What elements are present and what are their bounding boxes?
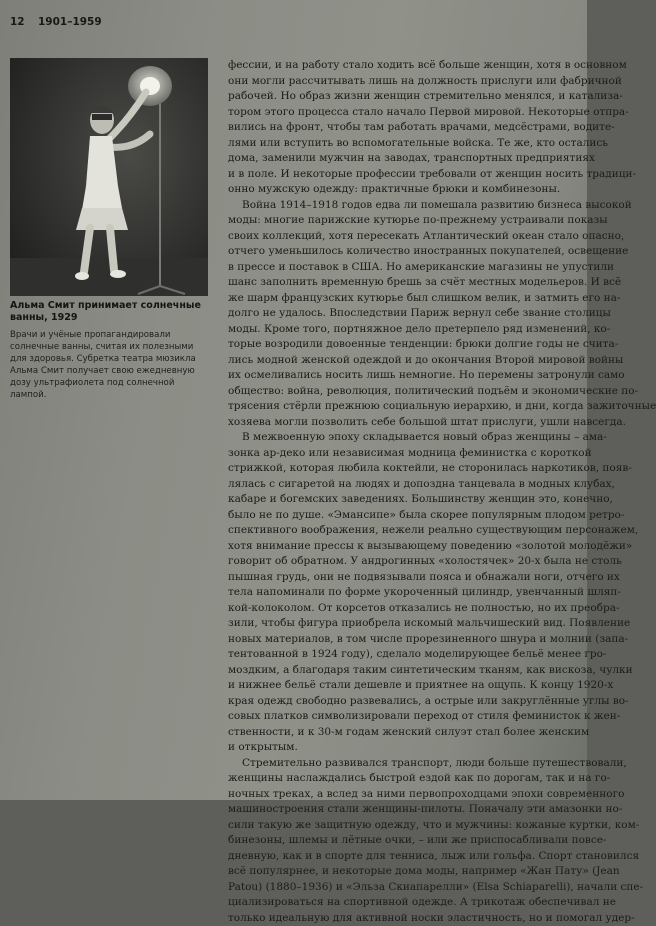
body-line: спективного воображения, нежели реально существующим персонажем,: [228, 523, 580, 539]
body-line: долго не удалось. Впоследствии Париж вернул себе звание столицы: [228, 306, 580, 322]
body-line: только идеальную для активной носки эластичность, но и помогал удер-: [228, 911, 580, 926]
body-line: дневную, как и в спорте для тенниса, лыж или гольфа. Спорт становился: [228, 849, 580, 865]
body-line: трясения стёрли прежнюю социальную иерархию, и дни, когда зажиточные: [228, 399, 580, 415]
body-line: же шарм французских кутюрье был слишком велик, и затмить его на-: [228, 291, 580, 307]
body-line: сили такую же защитную одежду, что и мужчины: кожаные куртки, ком-: [228, 818, 580, 834]
body-line: ночных треках, а вслед за ними первопроходцами эпохи современного: [228, 787, 580, 803]
body-line: тентованной в 1924 году), сделало моделирующее бельё менее гро-: [228, 647, 580, 663]
body-line: кой-колоколом. От корсетов отказались не полностью, но их преобра-: [228, 601, 580, 617]
body-line: отчего уменьшилось количество иностранных покупателей, освещение: [228, 244, 580, 260]
body-line: тором этого процесса стало начало Первой мировой. Некоторые отпра-: [228, 105, 580, 121]
body-line: дома, заменили мужчин на заводах, транспортных предприятиях: [228, 151, 580, 167]
body-line: края одежд свободно развевались, а острые или закруглённые углы во-: [228, 694, 580, 710]
body-line: моды: многие парижские кутюрье по-прежнему устраивали показы: [228, 213, 580, 229]
body-line: В межвоенную эпоху складывается новый образ женщины – ама-: [228, 430, 580, 446]
body-line: всё популярнее, и некоторые дома моды, например «Жан Пату» (Jean: [228, 864, 580, 880]
body-line: лись модной женской одеждой и до окончания Второй мировой войны: [228, 353, 580, 369]
body-line: циализироваться на спортивной одежде. А трикотаж обеспечивал не: [228, 895, 580, 911]
body-line: рабочей. Но образ жизни женщин стремительно менялся, и катализа-: [228, 89, 580, 105]
body-line: стрижкой, которая любила коктейли, не сторонилась наркотиков, появ-: [228, 461, 580, 477]
body-line: Стремительно развивался транспорт, люди больше путешествовали,: [228, 756, 580, 772]
figure-caption-title: Альма Смит принимает солнечные ванны, 1929: [10, 300, 210, 324]
body-line: в прессе и поставок в США. Но американские магазины не упустили: [228, 260, 580, 276]
body-line: бинезоны, шлемы и лётные очки, – или же приспосабливали повсе-: [228, 833, 580, 849]
body-line: женщины наслаждались быстрой ездой как по дорогам, так и на го-: [228, 771, 580, 787]
body-line: моды. Кроме того, портняжное дело претерпело ряд изменений, ко-: [228, 322, 580, 338]
photo-alma-smith-sunbathing: [10, 58, 208, 296]
body-line: хозяева могли позволить себе большой штат прислуги, ушли навсегда.: [228, 415, 580, 431]
body-line: кабаре и богемских заведениях. Большинству женщин это, конечно,: [228, 492, 580, 508]
body-line: ственности, и к 30-м годам женский силуэт стал более женским: [228, 725, 580, 741]
body-line: было не по душе. «Эмансипе» была скорее популярным плодом ретро-: [228, 508, 580, 524]
body-line: зонка ар-деко или независимая модница феминистка с короткой: [228, 446, 580, 462]
body-line: вились на фронт, чтобы там работать врачами, медсёстрами, водите-: [228, 120, 580, 136]
body-line: машиностроения стали женщины-пилоты. Поначалу эти амазонки но-: [228, 802, 580, 818]
body-line: их осмеливались носить лишь немногие. Но перемены затронули само: [228, 368, 580, 384]
body-line: совых платков символизировали переход от стиля феминисток к жен-: [228, 709, 580, 725]
running-head: [10, 16, 102, 28]
body-line: своих коллекций, хотя пересекать Атлантический океан стало опасно,: [228, 229, 580, 245]
body-line: и нижнее бельё стали дешевле и приятнее на ощупь. К концу 1920-х: [228, 678, 580, 694]
body-line: пышная грудь, они не подвязывали пояса и обнажали ноги, отчего их: [228, 570, 580, 586]
body-line: хотя внимание прессы к вызывающему поведению «золотой молодёжи»: [228, 539, 580, 555]
body-text-column: [228, 58, 580, 926]
body-line: они могли рассчитывать лишь на должность прислуги или фабричной: [228, 74, 580, 90]
body-line: лялась с сигаретой на людях и допоздна танцевала в модных клубах,: [228, 477, 580, 493]
body-line: зили, чтобы фигура приобрела искомый мальчишеский вид. Появление: [228, 616, 580, 632]
body-line: фессии, и на работу стало ходить всё больше женщин, хотя в основном: [228, 58, 580, 74]
body-line: Война 1914–1918 годов едва ли помешала развитию бизнеса высокой: [228, 198, 580, 214]
page-number: 12: [10, 16, 25, 28]
body-line: новых материалов, в том числе прорезиненного шнура и молнии (запа-: [228, 632, 580, 648]
body-line: Patou) (1880–1936) и «Эльза Скиапарелли» (Elsa Schiaparelli), начали спе-: [228, 880, 580, 896]
body-line: тела напоминали по форме укороченный цилиндр, увенчанный шляп-: [228, 585, 580, 601]
body-line: торые возродили довоенные тенденции: брюки долгие годы не счита-: [228, 337, 580, 353]
body-line: говорит об обратном. У андрогинных «холостячек» 20-х была не столь: [228, 554, 580, 570]
body-line: общество: война, революция, политический подъём и экономические по-: [228, 384, 580, 400]
body-line: онно мужскую одежду: практичные брюки и комбинезоны.: [228, 182, 580, 198]
chapter-years: 1901–1959: [38, 16, 102, 28]
body-line: моздким, а благодаря таким синтетическим тканям, как вискоза, чулки: [228, 663, 580, 679]
body-line: лями или вступить во вспомогательные войска. Те же, кто остались: [228, 136, 580, 152]
figure-caption-text: Врачи и учёные пропагандировали солнечные ванны, считая их полезными для здоровья. Субретка театра мюзикла Альма Смит получает свою ежедневную дозу ультрафиолета под солнечной лампой.: [10, 329, 210, 401]
body-line: и в поле. И некоторые профессии требовали от женщин носить традици-: [228, 167, 580, 183]
body-line: и открытым.: [228, 740, 580, 756]
body-line: шанс заполнить временную брешь за счёт местных модельеров. И всё: [228, 275, 580, 291]
